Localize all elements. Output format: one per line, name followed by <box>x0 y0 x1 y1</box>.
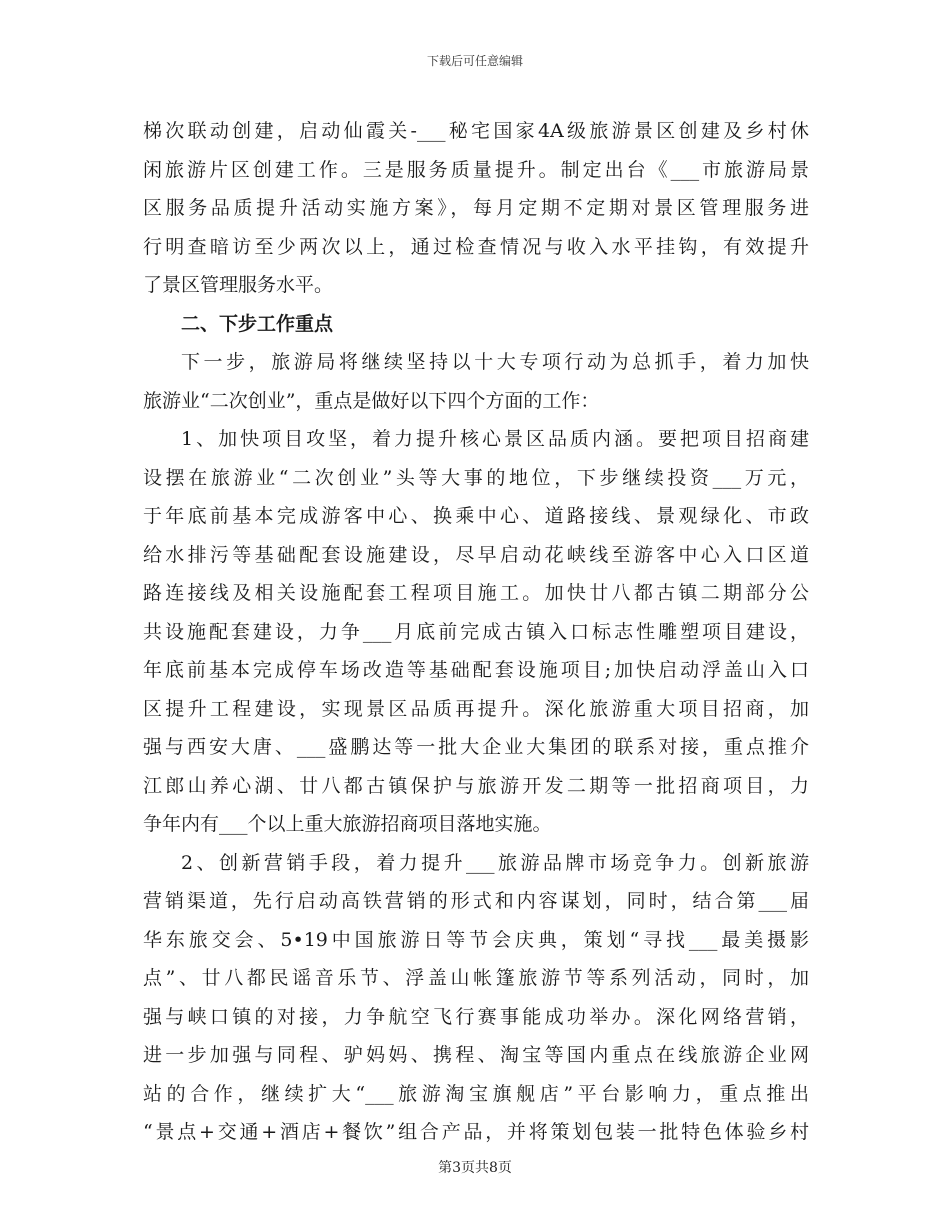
body-text-line: 营销渠道，先行启动高铁营销的形式和内容谋划，同时，结合第___届 <box>143 890 809 912</box>
body-text-line: 1、加快项目攻坚，着力提升核心景区品质内涵。要把项目招商建 <box>181 428 809 450</box>
body-text-line: 行明查暗访至少两次以上，通过检查情况与收入水平挂钩，有效提升 <box>143 235 809 258</box>
body-text-line: 站的合作，继续扩大“___旅游淘宝旗舰店”平台影响力，重点推出 <box>143 1082 809 1105</box>
body-text-line: 给水排污等基础配套设施建设，尽早启动花峡线至游客中心入口区道 <box>143 543 809 566</box>
page-number: 第3页共8页 <box>438 1160 512 1176</box>
body-text-line: 闲旅游片区创建工作。三是服务质量提升。制定出台《___市旅游局景 <box>143 158 809 181</box>
body-text-line: 共设施配套建设，力争___月底前完成古镇入口标志性雕塑项目建设， <box>143 620 809 643</box>
section-heading: 二、下步工作重点 <box>181 312 334 335</box>
body-text-line: 华东旅交会、5•19中国旅游日等节会庆典，策划“寻找___最美摄影 <box>143 928 809 951</box>
body-text-line: 年底前基本完成停车场改造等基础配套设施项目;加快启动浮盖山入口 <box>143 659 809 681</box>
body-text-line: 梯次联动创建，启动仙霞关-___秘宅国家4A级旅游景区创建及乡村休 <box>143 120 809 142</box>
body-text-line: 下一步，旅游局将继续坚持以十大专项行动为总抓手，着力加快 <box>181 351 809 373</box>
body-text-line: 强与峡口镇的对接，力争航空飞行赛事能成功举办。深化网络营销， <box>143 1005 809 1028</box>
body-text-line: 2、创新营销手段，着力提升___旅游品牌市场竞争力。创新旅游 <box>181 851 809 874</box>
body-text-line: 江郎山养心湖、廿八都古镇保护与旅游开发二期等一批招商项目，力 <box>143 774 809 797</box>
body-text-line: “景点+交通+酒店+餐饮”组合产品，并将策划包装一批特色体验乡村 <box>143 1121 809 1143</box>
body-text-line: 强与西安大唐、___盛鹏达等一批大企业大集团的联系对接，重点推介 <box>143 736 809 758</box>
page-header: 下载后可任意编辑 <box>426 54 523 68</box>
body-text-line: 设摆在旅游业“二次创业”头等大事的地位，下步继续投资___万元， <box>143 466 809 489</box>
body-text-line: 区提升工程建设，实现景区品质再提升。深化旅游重大项目招商，加 <box>143 697 809 720</box>
document-body <box>143 112 809 1152</box>
body-text-line: 区服务品质提升活动实施方案》，每月定期不定期对景区管理服务进 <box>143 197 809 219</box>
body-text-line: 旅游业“二次创业”，重点是做好以下四个方面的工作： <box>143 389 600 412</box>
body-text-line: 争年内有___个以上重大旅游招商项目落地实施。 <box>143 813 552 835</box>
body-text-line: 于年底前基本完成游客中心、换乘中心、道路接线、景观绿化、市政 <box>143 505 809 527</box>
body-text-line: 路连接线及相关设施配套工程项目施工。加快廿八都古镇二期部分公 <box>143 582 809 604</box>
body-text-line: 进一步加强与同程、驴妈妈、携程、淘宝等国内重点在线旅游企业网 <box>143 1044 809 1066</box>
body-text-line: 点”、廿八都民谣音乐节、浮盖山帐篷旅游节等系列活动，同时，加 <box>143 967 809 989</box>
body-text-line: 了景区管理服务水平。 <box>143 274 334 296</box>
